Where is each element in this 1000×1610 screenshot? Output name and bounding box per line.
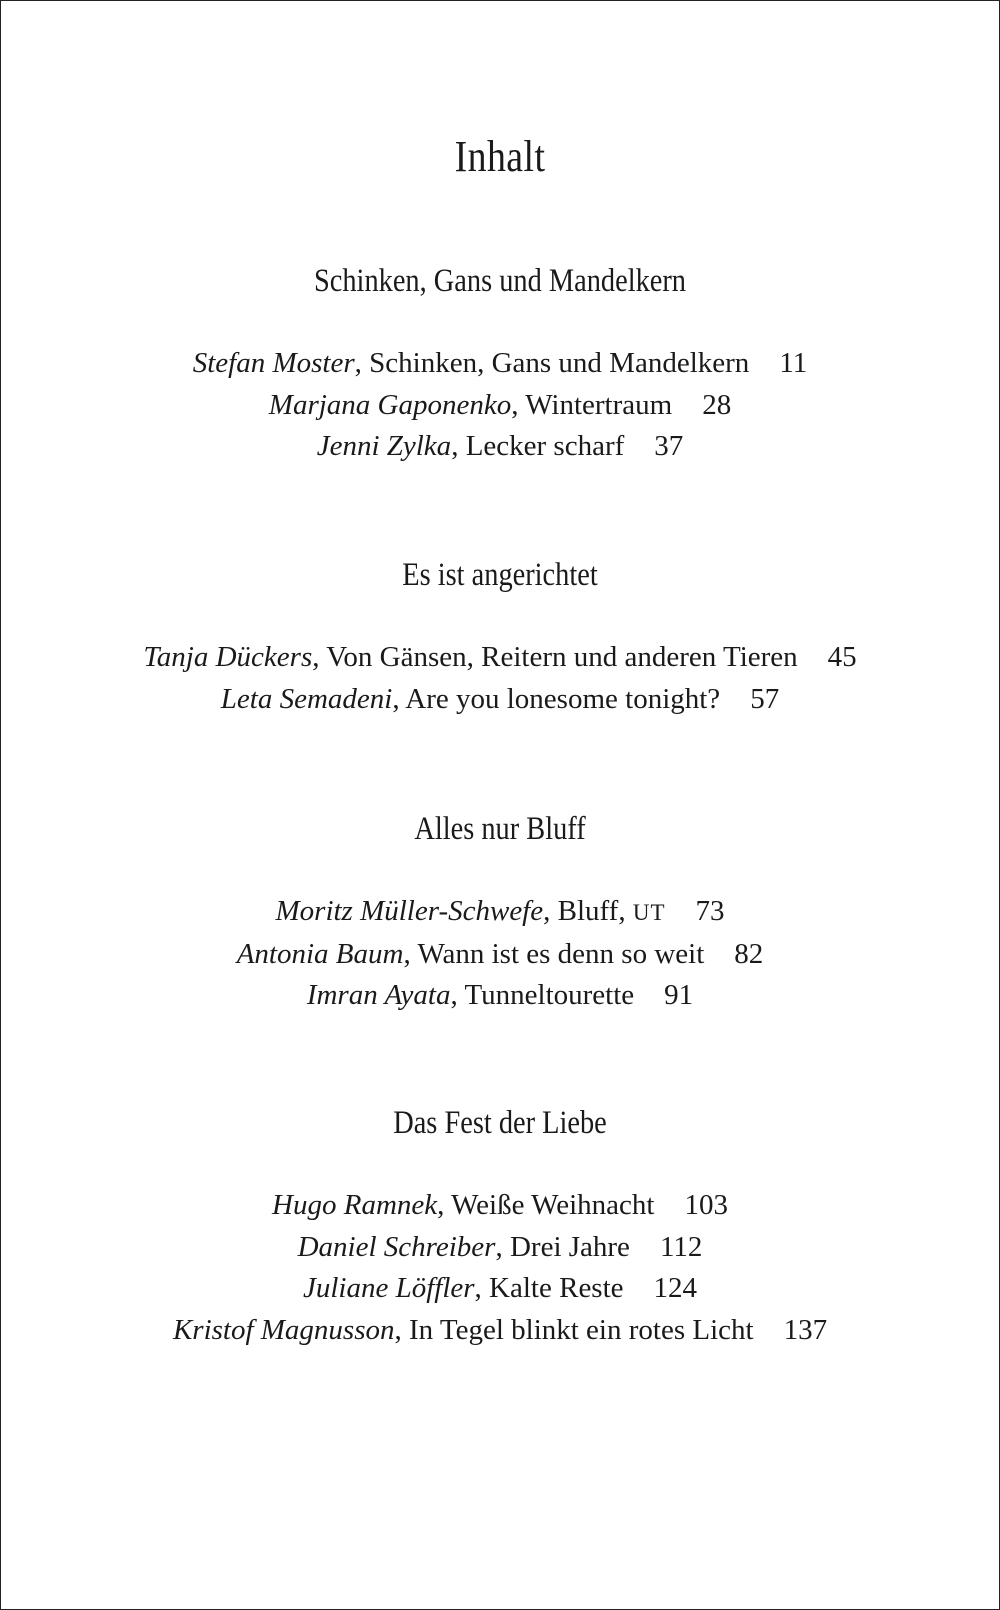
entry-story: Wann ist es denn so weit: [417, 937, 705, 970]
entry-page-number: 37: [654, 430, 684, 462]
toc-section: [1, 807, 999, 1017]
entry-separator: ,: [312, 641, 327, 673]
entry-story: Bluff,: [557, 895, 633, 927]
entry-page-number: 112: [659, 1230, 703, 1263]
toc-entry: [1, 1227, 999, 1269]
entry-story: Drei Jahre: [509, 1230, 630, 1263]
entry-story: Von Gänsen, Reitern und anderen Tieren: [326, 641, 798, 673]
toc-entry: [1, 426, 999, 468]
entry-list: [1, 343, 999, 468]
entry-story: Tunneltourette: [464, 979, 635, 1011]
entry-author: Leta Semadeni: [220, 682, 393, 715]
entry-list: [1, 1185, 999, 1351]
entry-author: Hugo Ramnek: [272, 1189, 438, 1221]
entry-separator: ,: [495, 1230, 510, 1263]
entry-separator: ,: [437, 1189, 452, 1221]
entry-page-number: 28: [702, 388, 732, 421]
entry-story: Are you lonesome tonight?: [405, 682, 721, 715]
section-heading: Alles nur Bluff: [414, 811, 586, 847]
section-heading: Das Fest der Liebe: [393, 1105, 607, 1141]
entry-page-number: 82: [734, 937, 764, 970]
entry-page-number: 45: [827, 641, 857, 673]
entry-author: Juliane Löffler: [302, 1272, 475, 1304]
entry-separator: ,: [403, 937, 418, 970]
entry-separator: ,: [392, 682, 406, 715]
entry-author: Jenni Zylka: [316, 430, 452, 462]
entry-author: Moritz Müller-Schwefe: [275, 895, 544, 927]
entry-separator: ,: [511, 388, 526, 421]
entry-author: Imran Ayata: [306, 979, 451, 1011]
entry-story: Weiße Weihnacht: [451, 1189, 655, 1221]
entry-story: In Tegel blinkt ein rotes Licht: [409, 1313, 754, 1346]
page-title: Inhalt: [454, 132, 546, 181]
entry-separator: ,: [354, 347, 370, 379]
toc-entry: [1, 1268, 999, 1310]
entry-list: [1, 637, 999, 720]
section-heading: Es ist angerichtet: [402, 557, 598, 593]
section-heading: Schinken, Gans und Mandelkern: [313, 263, 687, 299]
entry-story: Kalte Reste: [489, 1272, 624, 1304]
entry-page-number: 57: [750, 682, 780, 715]
entry-story: Schinken, Gans und Mandelkern: [369, 347, 750, 379]
entry-page-number: 137: [783, 1313, 828, 1346]
entry-author: Antonia Baum: [236, 937, 404, 970]
entry-author: Kristof Magnusson: [172, 1313, 395, 1346]
toc-entry: [1, 385, 999, 427]
entry-story: Lecker scharf: [465, 430, 625, 462]
entry-author: Marjana Gaponenko: [268, 388, 512, 421]
entry-page-number: 11: [779, 347, 808, 379]
entry-story-suffix: UT: [632, 900, 666, 925]
entry-story: Wintertraum: [525, 388, 673, 421]
toc-entry: [1, 637, 999, 679]
entry-separator: ,: [543, 895, 558, 927]
toc-section: [1, 259, 999, 468]
entry-separator: ,: [474, 1272, 490, 1304]
entry-list: [1, 891, 999, 1017]
entry-separator: ,: [451, 430, 466, 462]
entry-page-number: 73: [695, 895, 725, 927]
entry-page-number: 103: [684, 1189, 728, 1221]
toc-entry: [1, 343, 999, 385]
entry-page-number: 124: [653, 1272, 698, 1304]
entry-page-number: 91: [664, 979, 694, 1011]
entry-separator: ,: [450, 979, 465, 1011]
toc-section: [1, 1101, 999, 1351]
toc-section: [1, 553, 999, 720]
toc-entry: [1, 1185, 999, 1227]
toc-entry: [1, 975, 999, 1017]
toc-entry: [1, 934, 999, 976]
entry-author: Tanja Dückers: [143, 641, 313, 673]
toc-entry: [1, 891, 999, 934]
entry-author: Daniel Schreiber: [297, 1230, 496, 1263]
toc-entry: [1, 679, 999, 721]
entry-separator: ,: [394, 1313, 410, 1346]
toc-entry: [1, 1310, 999, 1352]
entry-author: Stefan Moster: [192, 347, 355, 379]
